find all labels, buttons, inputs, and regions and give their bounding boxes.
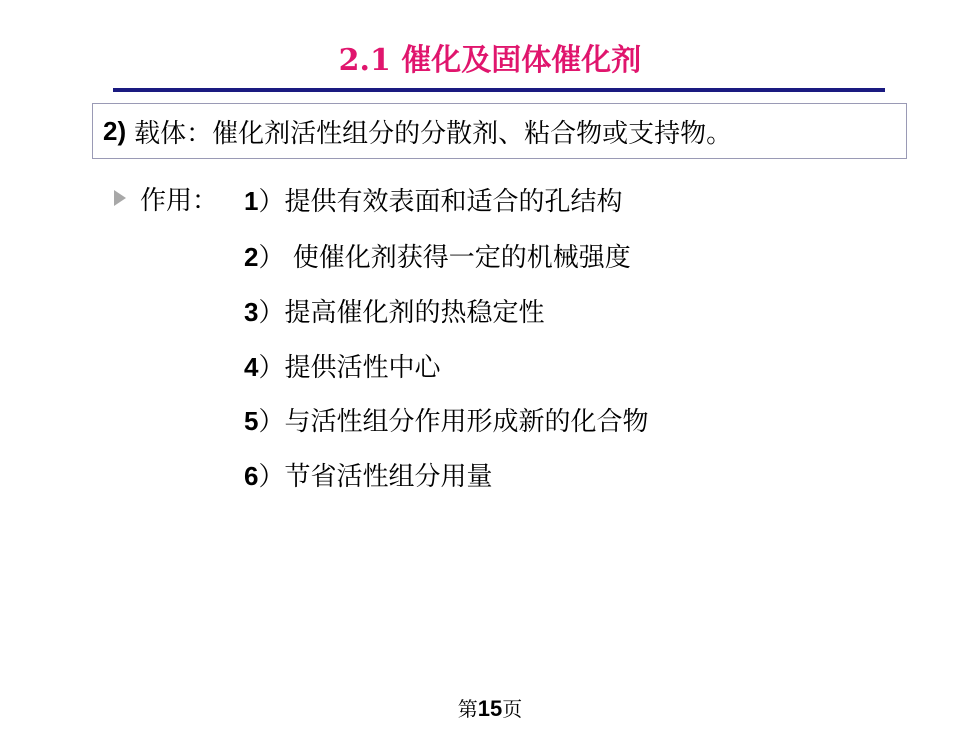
item-text: ）提供活性中心 xyxy=(258,353,441,383)
item-number: 5 xyxy=(244,406,259,436)
item-text: ）节省活性组分用量 xyxy=(258,462,493,492)
item-number: 1 xyxy=(244,186,259,216)
slide-title: 2.1 催化及固体催化剂 xyxy=(338,43,642,78)
item-number: 6 xyxy=(244,461,259,491)
definition-box xyxy=(92,103,907,159)
bullet-arrow-icon xyxy=(114,190,126,206)
list-item xyxy=(244,458,492,495)
page-suffix: 页 xyxy=(502,697,523,721)
page-prefix: 第 xyxy=(457,697,478,721)
list-item xyxy=(244,183,622,220)
item-text: ）与活性组分作用形成新的化合物 xyxy=(258,407,649,437)
list-item xyxy=(244,403,648,440)
title-underline xyxy=(113,88,885,92)
role-label: 作用： xyxy=(140,186,219,216)
item-number: 3 xyxy=(244,297,259,327)
list-item xyxy=(244,349,440,386)
item-number: 2 xyxy=(244,242,259,272)
item-text: ） 使催化剂获得一定的机械强度 xyxy=(258,243,631,273)
page-number-value: 15 xyxy=(477,696,503,721)
definition-number: 2) xyxy=(103,115,127,146)
definition-text: 载体：催化剂活性组分的分散剂、粘合物或支持物。 xyxy=(134,118,733,149)
page-number xyxy=(0,695,980,723)
item-text: ）提高催化剂的热稳定性 xyxy=(258,298,545,328)
item-text: ）提供有效表面和适合的孔结构 xyxy=(258,187,623,217)
item-number: 4 xyxy=(244,352,259,382)
list-item xyxy=(244,294,544,331)
list-item xyxy=(244,239,631,276)
